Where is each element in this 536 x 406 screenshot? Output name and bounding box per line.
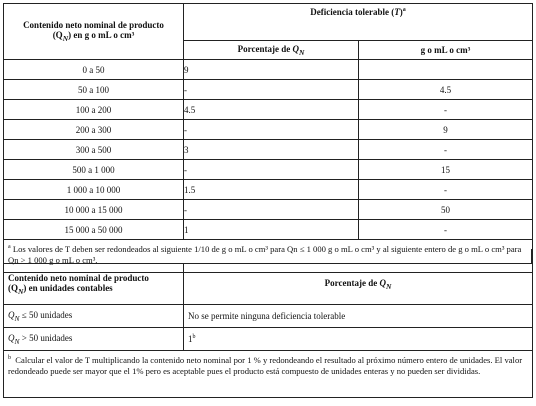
percentage-header: Porcentaje de $Q_N$ (184, 41, 359, 60)
percentage-header-2: Porcentaje de $Q_N$ (184, 264, 533, 305)
range-cell: 300 a 500 (4, 140, 184, 160)
grams-cell: 4.5 (359, 80, 533, 100)
range-cell: 10 000 a 15 000 (4, 200, 184, 220)
range-cell: 15 000 a 50 000 (4, 220, 184, 240)
table-row (4, 305, 533, 328)
row-condition: $Q_N > 50$ unidades (4, 328, 184, 351)
table-row (4, 160, 533, 180)
table-row (4, 60, 533, 80)
tolerable-deficiency-table (3, 3, 533, 273)
row-condition: $Q_N \le 50$ unidades (4, 305, 184, 328)
table-row (4, 328, 533, 351)
row-value: No se permite ninguna deficiencia tolerable (184, 305, 533, 328)
grams-cell: - (359, 180, 533, 200)
percent-cell: 1 (184, 220, 359, 240)
percent-cell: - (184, 80, 359, 100)
range-cell: 0 a 50 (4, 60, 184, 80)
range-cell: 500 a 1 000 (4, 160, 184, 180)
net-content-header: Contenido neto nominal de producto $(Q_N)$ en g o mL o cm³ (4, 4, 184, 60)
footnote-a: $^a$ Los valores de T deben ser redondeados al siguiente 1/10 de g o mL o cm³ para Qn ≤ 1 000 g o mL o cm³ y al siguiente entero de g o mL o cm³ para Qn > 1 000 g o mL o cm³. (4, 240, 533, 273)
percent-cell: - (184, 120, 359, 140)
grams-cell: - (359, 100, 533, 120)
grams-cell: 50 (359, 200, 533, 220)
range-cell: 200 a 300 (4, 120, 184, 140)
percent-cell: 9 (184, 60, 359, 80)
row-value: 1$^b$ (184, 328, 533, 351)
deficiency-group-header: Deficiencia tolerable $(T)^a$ (184, 4, 533, 41)
percent-cell: - (184, 160, 359, 180)
table-row (4, 120, 533, 140)
table-row (4, 220, 533, 240)
percent-cell: 1.5 (184, 180, 359, 200)
countable-units-table (3, 263, 533, 398)
percent-cell: 3 (184, 140, 359, 160)
table-row (4, 100, 533, 120)
table-row (4, 200, 533, 220)
percent-cell: 4.5 (184, 100, 359, 120)
grams-cell (359, 60, 533, 80)
footnote-b: $^b$ Calcular el valor de T multiplicando la contenido neto nominal por 1 % y redondeando el resultado al próximo número entero de unidades. El valor redondeado puede ser mayor que el 1% pero es aceptable pues el producto está compuesto de unidades enteras y no pueden ser divididas. (4, 351, 533, 398)
range-cell: 1 000 a 10 000 (4, 180, 184, 200)
grams-header: g o mL o cm³ (359, 41, 533, 60)
grams-cell: 9 (359, 120, 533, 140)
grams-cell: - (359, 220, 533, 240)
percent-cell: - (184, 200, 359, 220)
table-row (4, 180, 533, 200)
range-cell: 50 a 100 (4, 80, 184, 100)
table-row (4, 140, 533, 160)
table-gap (3, 249, 532, 263)
range-cell: 100 a 200 (4, 100, 184, 120)
grams-cell: - (359, 140, 533, 160)
table-row (4, 80, 533, 100)
grams-cell: 15 (359, 160, 533, 180)
countable-header: Contenido neto nominal de producto $(Q_N)$ en unidades contables (4, 264, 184, 305)
